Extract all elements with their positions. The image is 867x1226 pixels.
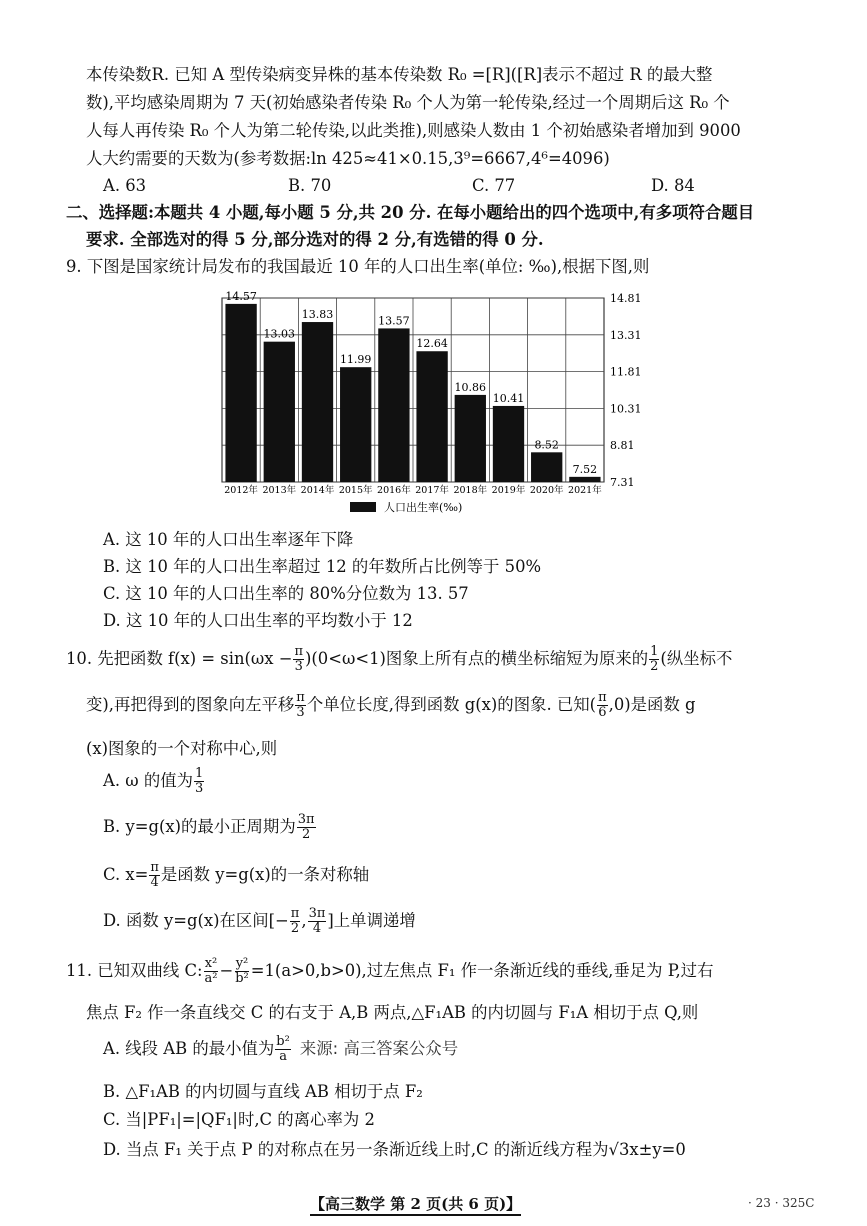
q10-line-3: (x)图象的一个对称中心,则 [86,739,278,758]
q8-option-d: D. 84 [651,176,695,195]
page-footer: 【高三数学 第 2 页(共 6 页)】 [310,1193,521,1216]
bar-value-label: 13.57 [378,314,410,328]
q10-option-c: C. x= $\frac{\pi}{4}$ 是函数 y=g(x)的一条对称轴 [103,860,370,890]
q10-option-a: A. ω 的值为 $\frac{1}{3}$ [103,766,204,796]
q8-option-b: B. 70 [288,176,332,195]
q11-option-a: A. 线段 AB 的最小值为 $\frac{\text{b²}}{a}$ 来源: 高三答案公众号 [103,1034,459,1064]
bar-value-label: 7.52 [572,462,598,476]
birth-rate-bar-chart [210,282,650,518]
q10-fraction-pi-6: $\frac{\pi}{6}$ [598,690,607,720]
q10-line-1: 10. 先把函数 f(x) = sin(ωx − $\frac{\pi}{3}$ )(0<ω<1)图象上所有点的横坐标缩短为原来的 $\frac{1}{2}$ (纵坐标不 [66,644,733,674]
q9-option-c: C. 这 10 年的人口出生率的 80%分位数为 13. 57 [103,584,469,603]
q8-line-2: 数),平均感染周期为 7 天(初始感染者传染 R₀ 个人为第一轮传染,经过一个周期后这 R₀ 个 [86,93,730,112]
legend-swatch [350,502,376,512]
chart-y-tick-labels [610,292,642,489]
q10-line-2: 变),再把得到的图象向左平移 $\frac{\pi}{3}$ 个单位长度,得到函数 g(x)的图象. 已知( $\frac{\pi}{6}$ ,0)是函数 g [86,690,696,720]
bar-value-label: 10.41 [492,391,525,405]
x-tick-label: 2012年 [224,485,258,496]
y-tick-label: 10.31 [610,402,642,416]
x-tick-label: 2019年 [491,485,526,496]
y-tick-label: 14.81 [610,292,642,305]
q10-fraction-1-2: $\frac{1}{2}$ [650,644,659,674]
x-tick-label: 2015年 [338,485,373,496]
paper-code: · 23 · 325C [748,1196,815,1210]
section2-heading-line-1: 二、选择题:本题共 4 小题,每小题 5 分,共 20 分. 在每小题给出的四个选项中,有多项符合题目 [66,203,755,222]
q11-line-1: 11. 已知双曲线 C: $\frac{\text{x²}}{\text{a²}}$ − $\frac{\text{y²}}{\text{b²}}$ =1(a>0,b>0),过左焦点 F₁ 作一条渐近线的垂线,垂足为 P,过右 [66,956,714,986]
legend-label: 人口出生率(‰) [384,501,463,514]
bar-2014年 [302,322,333,482]
q10-fraction-pi-3: $\frac{\pi}{3}$ [294,644,304,674]
y-tick-label: 7.31 [610,476,635,489]
bar-2012年 [225,304,256,482]
q8-line-3: 人每人再传染 R₀ 个人为第二轮传染,以此类推),则感染人数由 1 个初始感染者增加到 9000 [86,121,741,140]
x-tick-label: 2016年 [377,485,411,496]
q8-line-4: 人大约需要的天数为(参考数据:ln 425≈41×0.15,3⁹=6667,4⁶=4096) [86,149,610,168]
x-tick-label: 2021年 [568,485,602,496]
q8-option-a: A. 63 [103,176,147,195]
q10-option-d: D. 函数 y=g(x)在区间[− $\frac{\pi}{2}$ , $\frac{3\pi}{4}$ ]上单调递增 [103,906,416,936]
q9-option-a: A. 这 10 年的人口出生率逐年下降 [103,530,354,549]
bar-2016年 [378,328,409,482]
bar-2018年 [455,395,486,482]
q11-fraction-y2-b2: $\frac{\text{y²}}{\text{b²}}$ [235,956,249,986]
bar-value-label: 13.83 [301,308,334,322]
q11-option-d: D. 当点 F₁ 关于点 P 的对称点在另一条渐近线上时,C 的渐近线方程为√3x±y=0 [103,1140,686,1159]
bar-value-label: 14.57 [225,289,257,303]
q9-option-d: D. 这 10 年的人口出生率的平均数小于 12 [103,611,413,630]
q8-option-c: C. 77 [472,176,516,195]
x-tick-label: 2020年 [529,485,564,496]
q11-option-c: C. 当|PF₁|=|QF₁|时,C 的离心率为 2 [103,1110,375,1129]
bar-value-label: 11.99 [339,353,372,367]
x-tick-label: 2014年 [300,485,335,496]
q11-fraction-x2-a2: $\frac{\text{x²}}{\text{a²}}$ [204,956,218,986]
q11-line-2: 焦点 F₂ 作一条直线交 C 的右支于 A,B 两点,△F₁AB 的内切圆与 F₁A 相切于点 Q,则 [86,1003,699,1022]
x-tick-label: 2013年 [262,485,297,496]
bar-value-label: 10.86 [454,380,487,394]
chart-x-tick-labels [224,484,602,496]
x-tick-label: 2017年 [415,485,449,496]
q10-option-b: B. y=g(x)的最小正周期为 $\frac{3\pi}{2}$ [103,812,315,842]
y-tick-label: 8.81 [610,439,635,453]
bar-2017年 [416,351,447,482]
bar-value-label: 12.64 [416,337,448,351]
q11-option-b: B. △F₁AB 的内切圆与直线 AB 相切于点 F₂ [103,1082,423,1101]
section2-heading-line-2: 要求. 全部选对的得 5 分,部分选对的得 2 分,有选错的得 0 分. [86,230,544,249]
q9-stem: 9. 下图是国家统计局发布的我国最近 10 年的人口出生率(单位: ‰),根据下图,则 [66,257,650,276]
y-tick-label: 13.31 [610,328,642,342]
bar-2015年 [340,367,371,482]
bar-2021年 [569,477,600,482]
y-tick-label: 11.81 [610,365,642,379]
q10-fraction-pi-3-shift: $\frac{\pi}{3}$ [296,690,305,720]
source-watermark: 来源: 高三答案公众号 [299,1039,459,1058]
q9-option-b: B. 这 10 年的人口出生率超过 12 的年数所占比例等于 50% [103,557,542,576]
bar-2013年 [264,342,295,482]
q8-line-1: 本传染数R. 已知 A 型传染病变异株的基本传染数 R₀ =[R]([R]表示不超过 R 的最大整 [86,65,713,84]
bar-value-label: 8.52 [534,438,559,452]
bar-value-label: 13.03 [263,327,296,341]
bar-2020年 [531,452,562,482]
x-tick-label: 2018年 [453,485,488,496]
bar-2019年 [493,406,524,482]
